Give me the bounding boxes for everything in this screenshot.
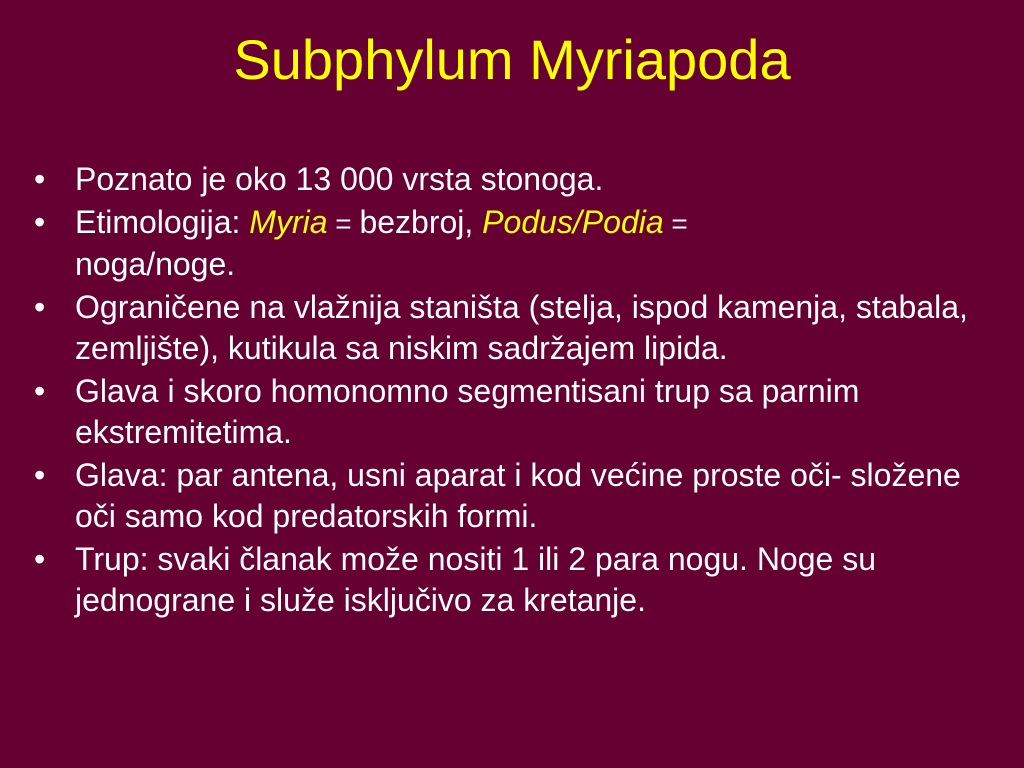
bullet-item (0, 539, 1024, 621)
bullet-item (0, 202, 1024, 285)
bullet-text: Ograničene na vlažnija staništa (stelja, ispod kamenja, stabala, zemljište), kutikula sa niskim sadržajem lipida. (75, 289, 968, 366)
bullet-text: Glava i skoro homonomno segmentisani trup sa parnim ekstremitetima. (75, 373, 860, 450)
slide-title: Subphylum Myriapoda (233, 28, 791, 91)
bullet-list (0, 159, 1024, 623)
term-podus: Podus/Podia (482, 204, 664, 240)
bullet-item (0, 455, 1024, 537)
equals-sign: = (327, 208, 360, 239)
bullet-marker: • (34, 161, 46, 197)
bullet-marker: • (34, 373, 46, 409)
equals-sign: = (663, 208, 688, 239)
bullet-marker: • (34, 457, 46, 493)
bullet-marker: • (34, 204, 46, 240)
meaning-myria: bezbroj, (359, 204, 483, 240)
bullet-item (0, 371, 1024, 453)
bullet-text: Glava: par antena, usni aparat i kod većine proste oči- složene oči samo kod predatorskih formi. (75, 457, 961, 534)
bullet-item (0, 159, 1024, 200)
bullet-text: Poznato je oko 13 000 vrsta stonoga. (75, 161, 604, 197)
meaning-podus: noga/noge. (75, 246, 236, 282)
bullet-item (0, 287, 1024, 369)
etymology-prefix: Etimologija: (75, 204, 250, 240)
bullet-marker: • (34, 289, 46, 325)
bullet-marker: • (34, 541, 46, 577)
bullet-text: Trup: svaki članak može nositi 1 ili 2 para nogu. Noge su jednograne i služe isključivo za kretanje. (75, 541, 876, 618)
term-myria: Myria (249, 204, 328, 240)
